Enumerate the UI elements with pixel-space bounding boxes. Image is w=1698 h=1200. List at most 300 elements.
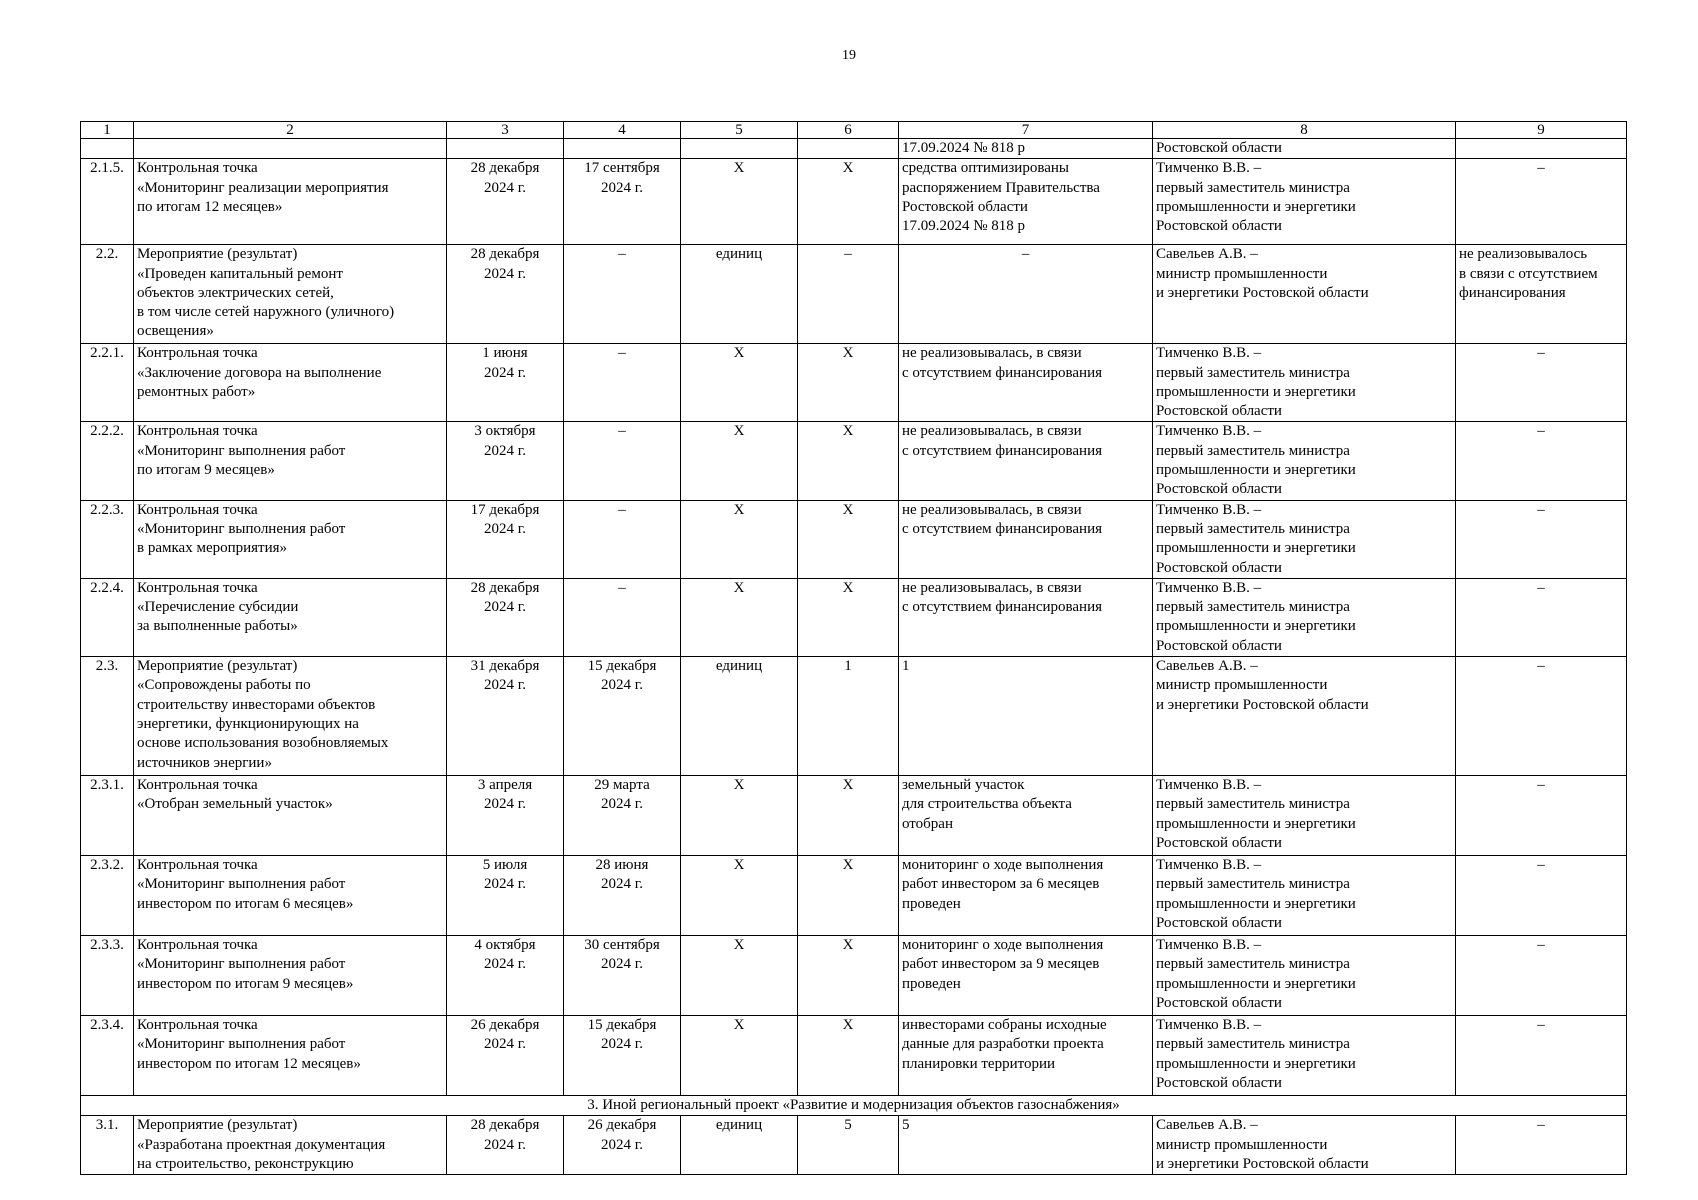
cell-fact-date xyxy=(564,139,681,159)
cell-line: 2024 г. xyxy=(484,876,526,893)
cell-line: первый заместитель министра xyxy=(1156,876,1350,893)
cell-plan-value: Х xyxy=(798,159,899,245)
cell-name xyxy=(134,245,447,344)
section-row xyxy=(81,1096,1627,1116)
cell-responsible xyxy=(1153,245,1456,344)
cell-line: не реализовывалось xyxy=(1459,246,1588,263)
cell-line: основе использования возобновляемых xyxy=(137,735,389,752)
cell-responsible xyxy=(1153,1016,1456,1096)
cell-unit: Х xyxy=(681,936,798,1016)
cell-line: министр промышленности xyxy=(1156,677,1328,694)
cell-plan-date xyxy=(447,936,564,1016)
cell-line: Контрольная точка xyxy=(137,345,258,362)
cell-fact-date xyxy=(564,657,681,776)
cell-line: первый заместитель министра xyxy=(1156,442,1350,459)
cell-line: – xyxy=(618,423,626,440)
table-row xyxy=(81,245,1627,344)
cell-unit: Х xyxy=(681,344,798,422)
cell-line: 1 xyxy=(902,658,910,675)
cell-name xyxy=(134,657,447,776)
cell-line: Тимченко В.В. – xyxy=(1156,501,1262,518)
cell-line: 17 декабря xyxy=(470,501,540,518)
cell-responsible xyxy=(1153,500,1456,578)
cell-line: Тимченко В.В. – xyxy=(1156,423,1262,440)
cell-fact-date xyxy=(564,344,681,422)
cell-line: 17.09.2024 № 818 р xyxy=(902,140,1026,156)
cell-line: – xyxy=(1537,777,1545,794)
cell-line: 15 декабря xyxy=(587,658,657,675)
cell-line: 2024 г. xyxy=(601,179,643,196)
cell-line: 2024 г. xyxy=(484,677,526,694)
cell-responsible xyxy=(1153,344,1456,422)
cell-line: «Мониторинг выполнения работ xyxy=(137,442,346,459)
cell-line: энергетики, функционирующих на xyxy=(137,715,359,732)
cell-line: Ростовской области xyxy=(1156,140,1282,156)
cell-line: 17 сентября xyxy=(584,160,660,177)
cell-line: Контрольная точка xyxy=(137,501,258,518)
cell-line: первый заместитель министра xyxy=(1156,520,1350,537)
cell-name xyxy=(134,422,447,500)
cell-line: первый заместитель министра xyxy=(1156,364,1350,381)
table-row xyxy=(81,1016,1627,1096)
cell-number: 2.3.4. xyxy=(81,1016,134,1096)
cell-unit xyxy=(681,139,798,159)
cell-line: Тимченко В.В. – xyxy=(1156,777,1262,794)
cell-result xyxy=(899,936,1153,1016)
cell-fact-date xyxy=(564,776,681,856)
cell-line: 1 июня xyxy=(482,345,528,362)
column-number: 9 xyxy=(1456,122,1627,139)
cell-line: и энергетики Ростовской области xyxy=(1156,1155,1369,1172)
cell-responsible xyxy=(1153,657,1456,776)
cell-unit: единиц xyxy=(681,657,798,776)
cell-line: промышленности и энергетики xyxy=(1156,618,1356,635)
cell-line: – xyxy=(1537,423,1545,440)
cell-line: Тимченко В.В. – xyxy=(1156,1017,1262,1034)
column-number: 7 xyxy=(899,122,1153,139)
cell-plan-value: – xyxy=(798,245,899,344)
cell-line: первый заместитель министра xyxy=(1156,956,1350,973)
cell-result xyxy=(899,344,1153,422)
cell-unit: Х xyxy=(681,159,798,245)
cell-unit: Х xyxy=(681,578,798,656)
cell-line: «Проведен капитальный ремонт xyxy=(137,265,343,282)
cell-line: Контрольная точка xyxy=(137,857,258,874)
cell-plan-date xyxy=(447,776,564,856)
cell-plan-value: Х xyxy=(798,344,899,422)
cell-fact-date xyxy=(564,936,681,1016)
cell-number xyxy=(81,139,134,159)
cell-fact-date xyxy=(564,1016,681,1096)
cell-line: 2024 г. xyxy=(484,599,526,616)
cell-plan-date xyxy=(447,856,564,936)
cell-plan-date xyxy=(447,1016,564,1096)
cell-name xyxy=(134,139,447,159)
cell-line: 2024 г. xyxy=(601,1036,643,1053)
cell-note xyxy=(1456,344,1627,422)
cell-line: 2024 г. xyxy=(601,876,643,893)
cell-line: Савельев А.В. – xyxy=(1156,1117,1258,1134)
cell-line: 2024 г. xyxy=(484,796,526,813)
cell-name xyxy=(134,1016,447,1096)
cell-fact-date xyxy=(564,422,681,500)
cell-fact-date xyxy=(564,1116,681,1175)
cell-plan-date xyxy=(447,344,564,422)
cell-number: 2.2. xyxy=(81,245,134,344)
cell-result xyxy=(899,159,1153,245)
table-row xyxy=(81,578,1627,656)
cell-note xyxy=(1456,856,1627,936)
cell-line: 2024 г. xyxy=(484,1136,526,1153)
cell-line: мониторинг о ходе выполнения xyxy=(902,937,1104,954)
cell-number: 2.2.1. xyxy=(81,344,134,422)
cell-line: 3 апреля xyxy=(477,777,533,794)
cell-result xyxy=(899,1016,1153,1096)
cell-line: «Перечисление субсидии xyxy=(137,599,299,616)
cell-line: не реализовывалась, в связи xyxy=(902,501,1082,518)
cell-line: «Разработана проектная документация xyxy=(137,1136,386,1153)
cell-line: первый заместитель министра xyxy=(1156,1036,1350,1053)
cell-line: 28 декабря xyxy=(470,1117,540,1134)
column-number: 5 xyxy=(681,122,798,139)
cell-unit: Х xyxy=(681,856,798,936)
cell-name xyxy=(134,1116,447,1175)
cell-line: – xyxy=(1537,501,1545,518)
cell-line: «Заключение договора на выполнение xyxy=(137,364,382,381)
cell-note xyxy=(1456,500,1627,578)
cell-line: – xyxy=(1537,160,1545,177)
cell-unit: Х xyxy=(681,1016,798,1096)
cell-number: 2.3.2. xyxy=(81,856,134,936)
cell-line: «Сопровождены работы по xyxy=(137,677,311,694)
cell-responsible xyxy=(1153,578,1456,656)
cell-note xyxy=(1456,657,1627,776)
page-number: 19 xyxy=(842,48,856,63)
table-row xyxy=(81,856,1627,936)
cell-name xyxy=(134,856,447,936)
cell-plan-date xyxy=(447,578,564,656)
cell-line: Ростовской области xyxy=(1156,481,1282,498)
table-row xyxy=(81,1116,1627,1175)
cell-note xyxy=(1456,776,1627,856)
cell-line: первый заместитель министра xyxy=(1156,599,1350,616)
cell-unit: единиц xyxy=(681,1116,798,1175)
cell-line: – xyxy=(618,501,626,518)
cell-line: планировки территории xyxy=(902,1055,1056,1072)
cell-line: 2024 г. xyxy=(484,442,526,459)
cell-line: «Отобран земельный участок» xyxy=(137,796,333,813)
cell-line: 3 октября xyxy=(474,423,536,440)
cell-line: – xyxy=(1537,857,1545,874)
cell-note xyxy=(1456,159,1627,245)
cell-line: инвесторами собраны исходные xyxy=(902,1017,1107,1034)
cell-line: инвестором по итогам 6 месяцев» xyxy=(137,895,354,912)
cell-line: – xyxy=(1021,246,1030,263)
cell-line: 4 октября xyxy=(474,937,536,954)
cell-number: 2.2.4. xyxy=(81,578,134,656)
cell-line: Тимченко В.В. – xyxy=(1156,345,1262,362)
cell-line: промышленности и энергетики xyxy=(1156,198,1356,215)
cell-line: 2024 г. xyxy=(484,956,526,973)
cell-number: 2.2.2. xyxy=(81,422,134,500)
cell-line: промышленности и энергетики xyxy=(1156,895,1356,912)
cell-line: Ростовской области xyxy=(1156,834,1282,851)
cell-line: 31 декабря xyxy=(470,658,540,675)
cell-line: 28 июня xyxy=(595,857,649,874)
cell-line: Тимченко В.В. – xyxy=(1156,579,1262,596)
cell-result xyxy=(899,500,1153,578)
cell-name xyxy=(134,159,447,245)
cell-line: не реализовывалась, в связи xyxy=(902,345,1082,362)
cell-line: и энергетики Ростовской области xyxy=(1156,284,1369,301)
cell-line: Контрольная точка xyxy=(137,937,258,954)
column-number: 2 xyxy=(134,122,447,139)
cell-line: Ростовской области xyxy=(1156,559,1282,576)
table-row xyxy=(81,500,1627,578)
cell-line: первый заместитель министра xyxy=(1156,796,1350,813)
cell-line: для строительства объекта xyxy=(902,796,1072,813)
cell-line: Ростовской области xyxy=(1156,994,1282,1011)
cell-line: – xyxy=(618,345,626,362)
table-row xyxy=(81,657,1627,776)
cell-line: проведен xyxy=(902,895,961,912)
cell-line: промышленности и энергетики xyxy=(1156,815,1356,832)
cell-responsible xyxy=(1153,159,1456,245)
cell-line: не реализовывалась, в связи xyxy=(902,423,1082,440)
cell-line: проведен xyxy=(902,975,961,992)
cell-plan-date xyxy=(447,657,564,776)
cell-line: 30 сентября xyxy=(584,937,660,954)
cell-line: в рамках мероприятия» xyxy=(137,540,288,557)
cell-line: инвестором по итогам 9 месяцев» xyxy=(137,975,354,992)
column-number: 8 xyxy=(1153,122,1456,139)
cell-line: министр промышленности xyxy=(1156,1136,1328,1153)
cell-line: «Мониторинг реализации мероприятия xyxy=(137,179,389,196)
cell-note xyxy=(1456,1016,1627,1096)
column-number-row xyxy=(81,122,1627,139)
cell-plan-value: Х xyxy=(798,776,899,856)
cell-line: промышленности и энергетики xyxy=(1156,462,1356,479)
cell-plan-value: 1 xyxy=(798,657,899,776)
cell-line: 2024 г. xyxy=(601,1136,643,1153)
cell-line: мониторинг о ходе выполнения xyxy=(902,857,1104,874)
cell-line: в том числе сетей наружного (уличного) xyxy=(137,304,395,321)
cell-number: 2.3.3. xyxy=(81,936,134,1016)
cell-note xyxy=(1456,1116,1627,1175)
cell-plan-value: Х xyxy=(798,422,899,500)
cell-line: отобран xyxy=(902,815,953,832)
cell-line: по итогам 9 месяцев» xyxy=(137,462,275,479)
cell-number: 2.2.3. xyxy=(81,500,134,578)
cell-line: 2024 г. xyxy=(601,677,643,694)
cell-responsible xyxy=(1153,776,1456,856)
cell-result xyxy=(899,422,1153,500)
cell-line: Тимченко В.В. – xyxy=(1156,857,1262,874)
cell-note xyxy=(1456,245,1627,344)
cell-result xyxy=(899,657,1153,776)
column-number: 1 xyxy=(81,122,134,139)
cell-name xyxy=(134,500,447,578)
cell-line: – xyxy=(1537,658,1545,675)
cell-line: 28 декабря xyxy=(470,579,540,596)
cell-line: 26 декабря xyxy=(470,1017,540,1034)
cell-line: работ инвестором за 6 месяцев xyxy=(902,876,1100,893)
cell-line: Мероприятие (результат) xyxy=(137,246,298,263)
cell-line: средства оптимизированы xyxy=(902,160,1069,177)
cell-line: в связи с отсутствием xyxy=(1459,265,1598,282)
cell-line: промышленности и энергетики xyxy=(1156,540,1356,557)
cell-line: «Мониторинг выполнения работ xyxy=(137,956,346,973)
cell-line: не реализовывалась, в связи xyxy=(902,579,1082,596)
cell-line: «Мониторинг выполнения работ xyxy=(137,876,346,893)
cell-line: освещения» xyxy=(137,323,214,340)
cell-result xyxy=(899,139,1153,159)
cell-name xyxy=(134,344,447,422)
cell-number: 2.3.1. xyxy=(81,776,134,856)
cell-line: земельный участок xyxy=(902,777,1025,794)
column-number: 6 xyxy=(798,122,899,139)
cell-responsible xyxy=(1153,936,1456,1016)
cell-line: 2024 г. xyxy=(601,796,643,813)
cell-result xyxy=(899,245,1153,344)
cell-line: Мероприятие (результат) xyxy=(137,658,298,675)
cell-line: промышленности и энергетики xyxy=(1156,1055,1356,1072)
column-number: 4 xyxy=(564,122,681,139)
cell-line: Контрольная точка xyxy=(137,579,258,596)
cell-line: 5 июля xyxy=(482,857,528,874)
cell-unit: Х xyxy=(681,500,798,578)
cell-line: – xyxy=(1537,1017,1545,1034)
cell-line: промышленности и энергетики xyxy=(1156,383,1356,400)
cell-fact-date xyxy=(564,856,681,936)
cell-note xyxy=(1456,578,1627,656)
cell-line: Ростовской области xyxy=(902,198,1028,215)
cell-plan-date xyxy=(447,245,564,344)
cell-line: первый заместитель министра xyxy=(1156,179,1350,196)
cell-line: строительству инвесторами объектов xyxy=(137,696,376,713)
cell-responsible xyxy=(1153,139,1456,159)
cell-line: Ростовской области xyxy=(1156,637,1282,654)
cell-responsible xyxy=(1153,1116,1456,1175)
table-row xyxy=(81,159,1627,245)
cell-line: по итогам 12 месяцев» xyxy=(137,198,283,215)
cell-plan-value: Х xyxy=(798,1016,899,1096)
cell-line: работ инвестором за 9 месяцев xyxy=(902,956,1100,973)
cell-line: – xyxy=(618,246,626,263)
cell-line: объектов электрических сетей, xyxy=(137,284,334,301)
cell-responsible xyxy=(1153,856,1456,936)
cell-line: 2024 г. xyxy=(484,179,526,196)
cell-line: Контрольная точка xyxy=(137,160,258,177)
cell-line: 29 марта xyxy=(594,777,650,794)
cell-plan-date xyxy=(447,159,564,245)
cell-fact-date xyxy=(564,245,681,344)
table-row xyxy=(81,139,1627,159)
cell-line: источников энергии» xyxy=(137,754,272,771)
cell-line: министр промышленности xyxy=(1156,265,1328,282)
cell-line: Тимченко В.В. – xyxy=(1156,160,1262,177)
cell-number: 2.1.5. xyxy=(81,159,134,245)
cell-line: ремонтных работ» xyxy=(137,383,256,400)
cell-plan-value: 5 xyxy=(798,1116,899,1175)
cell-result xyxy=(899,856,1153,936)
table-row xyxy=(81,344,1627,422)
cell-fact-date xyxy=(564,159,681,245)
cell-responsible xyxy=(1153,422,1456,500)
cell-line: 17.09.2024 № 818 р xyxy=(902,218,1026,235)
cell-plan-date xyxy=(447,1116,564,1175)
cell-result xyxy=(899,1116,1153,1175)
report-table xyxy=(80,121,1627,1175)
cell-plan-date xyxy=(447,500,564,578)
cell-name xyxy=(134,776,447,856)
cell-line: Ростовской области xyxy=(1156,1074,1282,1091)
cell-line: 2024 г. xyxy=(484,364,526,381)
table-row xyxy=(81,776,1627,856)
table-row xyxy=(81,936,1627,1016)
cell-fact-date xyxy=(564,578,681,656)
cell-line: инвестором по итогам 12 месяцев» xyxy=(137,1055,361,1072)
cell-line: с отсутствием финансирования xyxy=(902,442,1103,459)
cell-note xyxy=(1456,422,1627,500)
table-row xyxy=(81,422,1627,500)
cell-line: на строительство, реконструкцию xyxy=(137,1155,354,1172)
cell-line: Ростовской области xyxy=(1156,218,1282,235)
cell-line: 2024 г. xyxy=(484,1036,526,1053)
cell-note xyxy=(1456,139,1627,159)
cell-plan-value: Х xyxy=(798,578,899,656)
cell-result xyxy=(899,578,1153,656)
cell-line: данные для разработки проекта xyxy=(902,1036,1104,1053)
cell-line: 26 декабря xyxy=(587,1117,657,1134)
cell-number: 3.1. xyxy=(81,1116,134,1175)
cell-line: Савельев А.В. – xyxy=(1156,658,1258,675)
cell-result xyxy=(899,776,1153,856)
cell-line: – xyxy=(1537,937,1545,954)
cell-unit: Х xyxy=(681,776,798,856)
cell-line: Контрольная точка xyxy=(137,423,258,440)
cell-line: за выполненные работы» xyxy=(137,618,298,635)
cell-line: «Мониторинг выполнения работ xyxy=(137,1036,346,1053)
cell-line: 28 декабря xyxy=(470,160,540,177)
cell-fact-date xyxy=(564,500,681,578)
cell-line: – xyxy=(1537,345,1545,362)
cell-line: Тимченко В.В. – xyxy=(1156,937,1262,954)
section-title: 3. Иной региональный проект «Развитие и модернизация объектов газоснабжения» xyxy=(81,1096,1627,1116)
cell-line: 2024 г. xyxy=(484,520,526,537)
column-number: 3 xyxy=(447,122,564,139)
cell-unit: единиц xyxy=(681,245,798,344)
cell-unit: Х xyxy=(681,422,798,500)
cell-line: «Мониторинг выполнения работ xyxy=(137,520,346,537)
cell-number: 2.3. xyxy=(81,657,134,776)
cell-plan-date xyxy=(447,139,564,159)
cell-line: распоряжением Правительства xyxy=(902,179,1100,196)
cell-plan-value xyxy=(798,139,899,159)
cell-line: 28 декабря xyxy=(470,246,540,263)
cell-line: – xyxy=(1537,579,1545,596)
cell-line: с отсутствием финансирования xyxy=(902,520,1103,537)
cell-line: финансирования xyxy=(1459,284,1566,301)
cell-line: и энергетики Ростовской области xyxy=(1156,696,1369,713)
cell-line: Ростовской области xyxy=(1156,403,1282,420)
cell-line: Контрольная точка xyxy=(137,777,258,794)
cell-line: Контрольная точка xyxy=(137,1017,258,1034)
cell-line: с отсутствием финансирования xyxy=(902,364,1103,381)
cell-plan-value: Х xyxy=(798,856,899,936)
cell-line: 2024 г. xyxy=(601,956,643,973)
cell-name xyxy=(134,936,447,1016)
